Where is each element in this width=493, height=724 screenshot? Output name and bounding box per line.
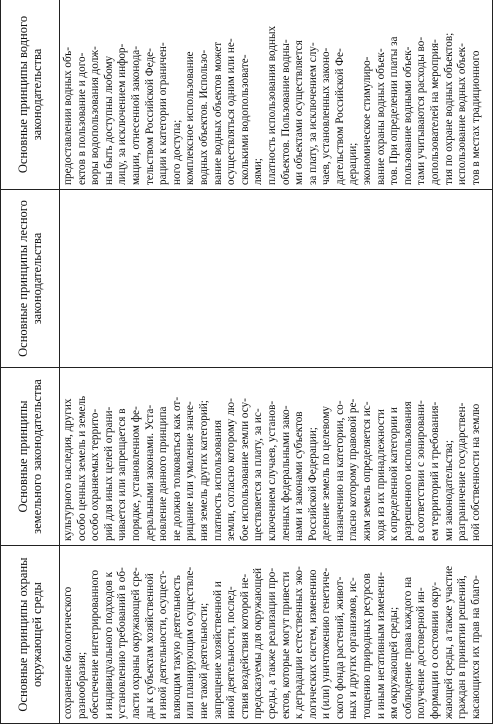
text-line: платность использования — [211, 420, 224, 541]
text-line: рации к категории ограничен- — [157, 42, 170, 185]
text-line: среды, а также реализации про- — [265, 567, 278, 719]
text-line: водных объектов. Использо- — [197, 49, 210, 185]
text-line: за плату, за исключением слу- — [306, 42, 319, 185]
text-line: ды к субъектам хозяйственной — [143, 573, 156, 719]
text-line: формации о состоянии окру- — [429, 581, 442, 719]
text-line: тия по охране водных объектов; — [442, 32, 455, 185]
text-line: ского фонда растений, живот- — [333, 576, 346, 719]
text-line: пользование водными объек- — [401, 46, 414, 185]
header-forest-law-principles: Основные принципы лесного законодательства — [1, 190, 60, 368]
text-line: ны быть доступны любому — [102, 55, 115, 185]
text-line: чаев, установленных законо- — [320, 47, 333, 185]
header-land-law-principles: Основные принципы земельного законодательства — [1, 368, 60, 546]
text-line: ходя из их принадлежности — [374, 409, 387, 541]
text-line: жим земель определяется ис- — [361, 401, 374, 541]
text-line: воры водопользования долж- — [89, 46, 102, 185]
text-line: ем территорий и требования- — [429, 401, 442, 541]
text-line: дательством Российской Фе- — [333, 48, 346, 185]
text-line: земли, согласно которому лю- — [225, 398, 238, 541]
text-line: рицание или умаление значе- — [184, 401, 197, 541]
text-line: ектов в пользование и дого- — [75, 52, 88, 185]
text-line: ной собственности на землю — [469, 403, 482, 541]
text-line: осуществляться одним или не- — [225, 38, 238, 185]
text-line: порядке, установленном фе- — [129, 406, 142, 541]
text-line: соблюдение права каждого на — [401, 576, 414, 719]
text-line: и иной деятельности, осущест- — [157, 570, 170, 719]
text-line: сколькими водопользовате- — [238, 54, 251, 185]
text-line: деральными законами. Уста- — [143, 404, 156, 541]
text-line: обеспечение интегрированного — [89, 569, 102, 719]
text-line: ных и других организмов, ис- — [347, 577, 360, 719]
text-line: назначению на категории, со- — [333, 400, 346, 541]
text-line: платность использования водных — [265, 25, 278, 185]
text-line: деление земель по целевому — [320, 406, 333, 541]
text-line: тов в местах традиционного — [469, 50, 482, 185]
text-line: особо ценных земель и земель — [75, 395, 88, 541]
text-line: вание охраны водных объек- — [374, 48, 387, 185]
header-environment-principles: Основные принципы охраны окружающей среды — [1, 546, 60, 724]
table-body-row — [60, 0, 493, 724]
text-line: ленных федеральными зако- — [279, 405, 292, 541]
text-line: особо охраняемых террито- — [89, 408, 102, 541]
text-line: разрешенного использования — [401, 401, 414, 541]
text-line: комплексное использование — [184, 51, 197, 185]
text-line: иной деятельности, послед- — [225, 586, 238, 719]
text-line: к определенной категории и — [388, 407, 401, 541]
text-line: установлению требований в об- — [116, 567, 129, 719]
text-line: вание водных объектов может — [211, 41, 224, 185]
header-water-law-principles: Основные принципы водного законодательства — [1, 0, 60, 190]
text-line: вляющим такую деятельность — [170, 575, 183, 719]
text-line: касающихся их прав на благо- — [469, 575, 482, 719]
text-line: тами учитываются расходы во- — [415, 36, 428, 185]
text-line: ектов, которые могут привести — [279, 571, 292, 719]
text-line: ключением случаев, установ- — [265, 400, 278, 541]
text-line: ния земель других категорий; — [197, 400, 210, 541]
text-line: тов. При определении платы за — [388, 36, 401, 185]
text-line: жающей среды, а также участие — [442, 565, 455, 719]
text-line: и индивидуального подходов к — [102, 571, 115, 719]
text-line: бое использование земли осу- — [238, 398, 251, 541]
text-line: гласно которому правовой ре- — [347, 398, 360, 541]
text-line: логических систем, изменению — [306, 569, 319, 719]
text-line: ществляется за плату, за ис- — [252, 408, 265, 541]
text-line: получение достоверной ин- — [415, 587, 428, 719]
text-line: тельством Российской Феде- — [143, 48, 156, 185]
cell-environment-principles — [60, 546, 493, 724]
text-line: разграничение государствен- — [456, 402, 469, 541]
text-line: рий для иных целей ограни- — [102, 406, 115, 541]
text-line: культурного наследия, других — [62, 398, 74, 541]
cell-forest-law-principles — [60, 190, 493, 368]
text-line: предсказуемы для окружающей — [252, 567, 265, 719]
text-line: Российской Федерации; — [306, 427, 319, 541]
text-line: нами и законами субъектов — [293, 411, 306, 541]
text-line: лями; — [252, 158, 265, 185]
text-line: допользователей на мероприя- — [429, 39, 442, 185]
text-line: ствия воздействия которой не- — [238, 573, 251, 719]
text-line: экономическое стимулиро- — [361, 56, 374, 185]
text-line: ми объектами осуществляется — [293, 40, 306, 185]
text-line: разнообразия; — [75, 651, 88, 719]
text-line: мации, отнесенной законода- — [129, 46, 142, 185]
text-line: запрещение хозяйственной и — [211, 581, 224, 719]
text-line: и (или) уничтожению генетиче- — [320, 567, 333, 719]
text-line: объектов. Пользование водны- — [279, 39, 292, 185]
table-header-row — [1, 0, 60, 724]
text-line: ми законодательства; — [442, 440, 455, 541]
cell-water-law-principles — [60, 0, 493, 190]
cell-land-law-principles — [60, 368, 493, 546]
text-line: ям окружающей среды; — [388, 606, 401, 719]
text-line: сохранение биологического — [62, 586, 74, 719]
text-line: граждан в принятии решений, — [456, 575, 469, 719]
text-line: предоставлении водных объ- — [62, 47, 74, 185]
text-line: и иным негативным изменени- — [374, 572, 387, 719]
text-line: использование водных объек- — [456, 43, 469, 185]
text-line: или планирующим осуществле- — [184, 566, 197, 719]
text-line: не должно толковаться как от- — [170, 396, 183, 541]
text-line: ние такой деятельности; — [197, 602, 210, 719]
text-line: ного доступа; — [170, 119, 183, 185]
text-line: в соответствии с зонировани- — [415, 400, 428, 541]
text-line: ласти охраны окружающей сре- — [129, 567, 142, 719]
text-line: чивается или запрещается в — [116, 408, 129, 541]
text-line: дерации; — [347, 142, 360, 185]
text-line: новление данного принципа — [157, 406, 170, 541]
text-line: к деградации естественных эко- — [293, 566, 306, 719]
text-line: тощению природных ресурсов — [361, 573, 374, 719]
text-line: лицу, за исключением инфор- — [116, 43, 129, 185]
